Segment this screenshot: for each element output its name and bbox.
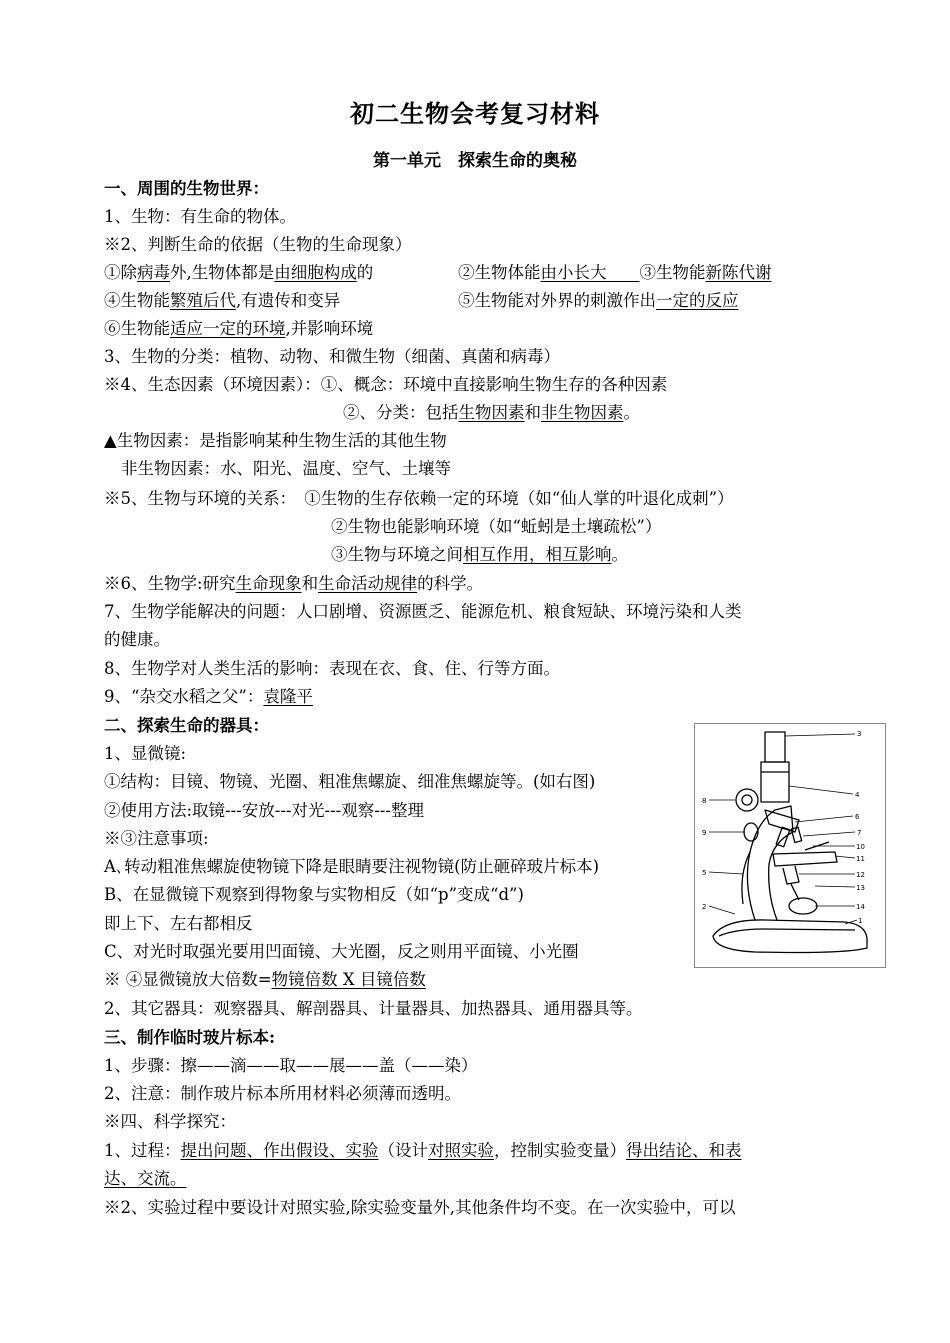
paragraph: 1、生物：有生命的物体。 — [104, 207, 296, 226]
paragraph: B、在显微镜下观察到得物象与实物相反（如“p”变成“d”) — [104, 885, 524, 904]
paragraph: 非生物因素：水、阳光、温度、空气、土壤等 — [121, 459, 451, 478]
section-heading-3: 三、制作临时玻片标本: — [104, 1028, 276, 1047]
paragraph: 达、交流。 — [104, 1169, 187, 1188]
paragraph: 2、注意：制作玻片标本所用材料必须薄而透明。 — [104, 1084, 461, 1103]
figure-label: 10 — [856, 843, 865, 851]
unit-title: 第一单元 探索生命的奥秘 — [373, 151, 577, 171]
paragraph: 7、生物学能解决的问题：人口剧增、资源匮乏、能源危机、粮食短缺、环境污染和人类 — [104, 602, 742, 621]
paragraph: ②生物也能影响环境（如“蚯蚓是土壤疏松”） — [331, 517, 662, 536]
paragraph: ②、分类：包括生物因素和非生物因素。 — [343, 403, 640, 422]
section-heading-4: ※四、科学探究： — [104, 1112, 236, 1131]
paragraph: 1、显微镜: — [104, 744, 187, 763]
paragraph: ②生物体能由小长大 ③生物能新陈代谢 — [458, 263, 772, 282]
page-title: 初二生物会考复习材料 — [350, 99, 600, 128]
paragraph: ①结构：目镜、物镜、光圈、粗准焦螺旋、细准焦螺旋等。(如右图) — [104, 772, 596, 791]
paragraph: ④生物能繁殖后代,有遗传和变异 — [104, 291, 341, 310]
paragraph: 1、步骤：擦——滴——取——展——盖（——染） — [104, 1056, 478, 1075]
paragraph: 8、生物学对人类生活的影响：表现在衣、食、住、行等方面。 — [104, 659, 560, 678]
paragraph: C、对光时取强光要用凹面镜、大光圈，反之则用平面镜、小光圈 — [104, 942, 579, 961]
paragraph: 的健康。 — [104, 630, 170, 649]
paragraph: ②使用方法:取镜---安放---对光---观察---整理 — [104, 801, 424, 820]
paragraph: A､转动粗准焦螺旋使物镜下降是眼睛要注视物镜(防止砸碎玻片标本) — [104, 857, 600, 876]
figure-label: 9 — [702, 829, 707, 837]
paragraph: 1、过程：提出问题、作出假设、实验（设计对照实验，控制实验变量）得出结论、和表 — [104, 1141, 742, 1160]
figure-label: 8 — [702, 797, 707, 805]
paragraph: ※4、生态因素（环境因素）：①、概念：环境中直接影响生物生存的各种因素 — [104, 375, 668, 394]
paragraph: ⑥生物能适应一定的环境,并影响环境 — [104, 319, 374, 338]
paragraph: 2、其它器具：观察器具、解剖器具、计量器具、加热器具、通用器具等。 — [104, 999, 643, 1018]
section-heading-2: 二、探索生命的器具： — [104, 716, 269, 735]
figure-label: 12 — [856, 871, 865, 879]
figure-label: 3 — [857, 730, 862, 738]
paragraph: ①除病毒外,生物体都是由细胞构成的 — [104, 263, 374, 282]
figure-label: 1 — [858, 917, 863, 925]
microscope-figure — [694, 723, 886, 968]
figure-label: 11 — [856, 855, 865, 863]
microscope-drawing — [695, 724, 885, 967]
figure-label: 13 — [856, 884, 865, 892]
paragraph: 即上下、左右都相反 — [104, 914, 253, 933]
paragraph: ※5、生物与环境的关系： ①生物的生存依赖一定的环境（如“仙人掌的叶退化成刺”） — [104, 489, 734, 508]
section-heading-1: 一、周围的生物世界： — [104, 179, 269, 198]
paragraph: ※2、实验过程中要设计对照实验,除实验变量外,其他条件均不变。在一次实验中，可以 — [104, 1198, 736, 1217]
paragraph: ※2、判断生命的依据（生物的生命现象） — [104, 235, 412, 254]
figure-label: 5 — [702, 869, 707, 877]
paragraph: ※ ④显微镜放大倍数=物镜倍数 X 目镜倍数 — [104, 970, 426, 989]
paragraph: 3、生物的分类：植物、动物、和微生物（细菌、真菌和病毒） — [104, 347, 560, 366]
paragraph: ※6、生物学:研究生命现象和生命活动规律的科学。 — [104, 574, 484, 593]
paragraph: ※③注意事项: — [104, 829, 209, 848]
paragraph: ▲生物因素：是指影响某种生物生活的其他生物 — [104, 431, 447, 450]
paragraph: ③生物与环境之间相互作用，相互影响。 — [331, 545, 628, 564]
figure-label: 14 — [856, 903, 865, 911]
figure-label: 4 — [855, 791, 860, 799]
paragraph: ⑤生物能对外界的刺激作出一定的反应 — [458, 291, 739, 310]
figure-label: 6 — [855, 813, 860, 821]
paragraph: 9、“杂交水稻之父”：袁隆平 — [104, 687, 313, 706]
figure-label: 2 — [702, 903, 707, 911]
figure-label: 7 — [857, 829, 862, 837]
